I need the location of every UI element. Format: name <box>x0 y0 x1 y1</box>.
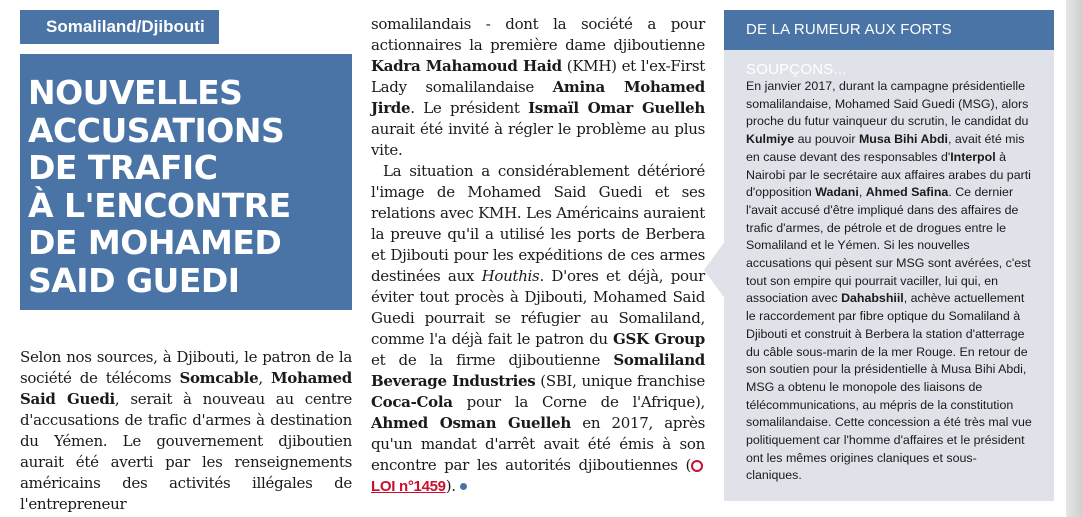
sidebar-title-text: DE LA RUMEUR AUX FORTS SOUPÇONS... <box>746 21 952 78</box>
text-run: (KMH) et l'ex-First Lady somalilandaise <box>371 57 705 96</box>
bold-name: Musa Bihi Abdi <box>858 132 948 147</box>
text-run: (SBI, unique franchise <box>535 372 705 390</box>
headline <box>28 74 344 299</box>
text-run: au pouvoir <box>794 132 859 147</box>
bold-name: Coca-Cola <box>371 393 453 411</box>
bold-name: Ahmed Safina <box>865 185 949 200</box>
headline-line: NOUVELLES <box>28 73 243 112</box>
bold-name: Somaliland Beverage Industries <box>371 351 705 390</box>
left-column <box>20 10 352 310</box>
bold-name: Somcable <box>179 369 259 387</box>
bold-name: Ahmed Osman Guelleh <box>371 414 571 432</box>
bold-name: Kadra Mahamoud Haid <box>371 57 562 75</box>
section-rubric: Somaliland/Djibouti <box>20 10 219 44</box>
article-body-middle <box>371 14 705 497</box>
text-run: La situation a considérablement détérioré l'image de Mohamed Said Guedi et ses relations avec KMH. Les Américains auraient la preuve qu'il a utilisé les ports de Berbera et Djibouti pour les expéditions de ces armes destinées aux <box>371 162 705 285</box>
text-run: , serait à nouveau au centre d'accusations de trafic d'armes à destination du Yémen. Le gouvernement djiboutien aurait été averti par les renseignements américains des activités illégales de l'entrepreneur <box>20 390 352 513</box>
bold-name: GSK Group <box>612 330 705 348</box>
text-run: à Nairobi par le secrétaire aux affaires arabes du parti d'opposition <box>746 149 1031 200</box>
text-run: . Le président <box>410 99 529 117</box>
text-run: et de la firme djiboutienne <box>371 351 614 369</box>
headline-line: DE MOHAMED <box>28 223 282 262</box>
text-run: En janvier 2017, durant la campagne présidentielle somalilandaise, Mohamed Said Guedi (MSG), alors proche du futur vainqueur du scrutin, le candidat du <box>746 79 1029 129</box>
text-run: aurait été invité à régler le problème au plus vite. <box>371 120 705 159</box>
text-run: . D'ores et déjà, pour éviter tout procès à Djibouti, Mohamed Said Guedi pourrait se réfugier au Somaliland, comme l'a déjà fait le patron du <box>371 267 705 348</box>
headline-line: À L'ENCONTRE <box>28 185 291 225</box>
headline-line: ACCUSATIONS <box>28 110 285 150</box>
loi-reference-icon <box>691 460 703 472</box>
end-of-article-dot <box>460 483 467 490</box>
article-body-intro <box>20 347 352 515</box>
headline-line: SAID GUEDI <box>28 260 240 300</box>
text-run: , <box>858 185 866 200</box>
sidebar-box <box>724 10 1054 501</box>
text-run: , achève actuellement le raccordement par fibre optique du Somaliland à Djibouti et construit à Berbera la station d'atterrage du câble sous-marin de la mer Rouge. En retour de son soutien pour la présidentielle à Musa Bihi Abdi, MSG a obtenu le monopole des liaisons de télécommunications, au mépris de la constitution somalilandaise. Cette concession a été très mal vue politiquement car l'homme d'affaires et le président ont les mêmes origines claniques et sous-claniques. <box>746 291 1032 483</box>
headline-line: DE TRAFIC <box>28 148 218 187</box>
text-run: en 2017, après qu'un mandat d'arrêt avait été émis à son encontre par les autorités djiboutiennes ( <box>371 414 705 474</box>
bold-name: Amina Mohamed Jirde <box>371 78 705 117</box>
text-run: , <box>258 369 271 387</box>
bold-name: Ismaïl Omar Guelleh <box>528 99 705 117</box>
bold-name: Interpol <box>950 149 996 164</box>
text-run: Selon nos sources, à Djibouti, le patron de la société de télécoms <box>20 348 352 387</box>
italic-term: Houthis <box>481 267 540 285</box>
text-run: pour la Corne de l'Afrique), <box>452 393 705 411</box>
bold-name: Dahabshiil <box>841 291 904 306</box>
bold-name: Mohamed Said Guedi <box>20 369 352 408</box>
loi-reference-link[interactable]: LOI n°1459 <box>371 457 705 495</box>
text-run: , avait été mis en cause devant des responsables d' <box>746 132 1025 164</box>
bold-name: Wadani <box>815 185 859 200</box>
bold-name: Kulmiye <box>746 132 795 147</box>
headline-box <box>20 54 352 310</box>
text-run: . Ce dernier l'avait accusé d'être impliqué dans des affaires de trafic d'armes, de pétrole et de drogues entre le Somaliland et le Yémen. Si les nouvelles accusations qui pèsent sur MSG sont avérées, c'est tout son empire qui pourrait vaciller, lui qui, en association avec <box>746 185 1031 306</box>
sidebar-title <box>724 10 1054 78</box>
article-paragraph <box>371 14 705 161</box>
sidebar-pointer <box>704 240 726 300</box>
text-run: somalilandais - dont la société a pour actionnaires la première dame djiboutienne <box>371 15 705 54</box>
sidebar-text <box>724 50 1054 485</box>
article-paragraph: La situation a considérablement détérioré l'image de Mohamed Said Guedi et ses relations avec KMH. Les Américains auraient la preuve qu'il a utilisé les ports de Berbera et Djibouti pour les expéditions de ces armes destinées aux Houthis. D'ores et déjà, pour éviter tout procès à Djibouti, Mohamed Said Guedi pourrait se réfugier au Somaliland, comme l'a déjà fait le patron du GSK Group et de la firme djiboutienne Somaliland Beverage Industries (SBI, unique franchise Coca-Cola pour la Corne de l'Afrique), Ahmed Osman Guelleh en 2017, après qu'un mandat d'arrêt avait été émis à son encontre par les autorités djiboutiennes (LOI n°1459). <box>371 162 705 495</box>
page-edge <box>1066 0 1082 517</box>
